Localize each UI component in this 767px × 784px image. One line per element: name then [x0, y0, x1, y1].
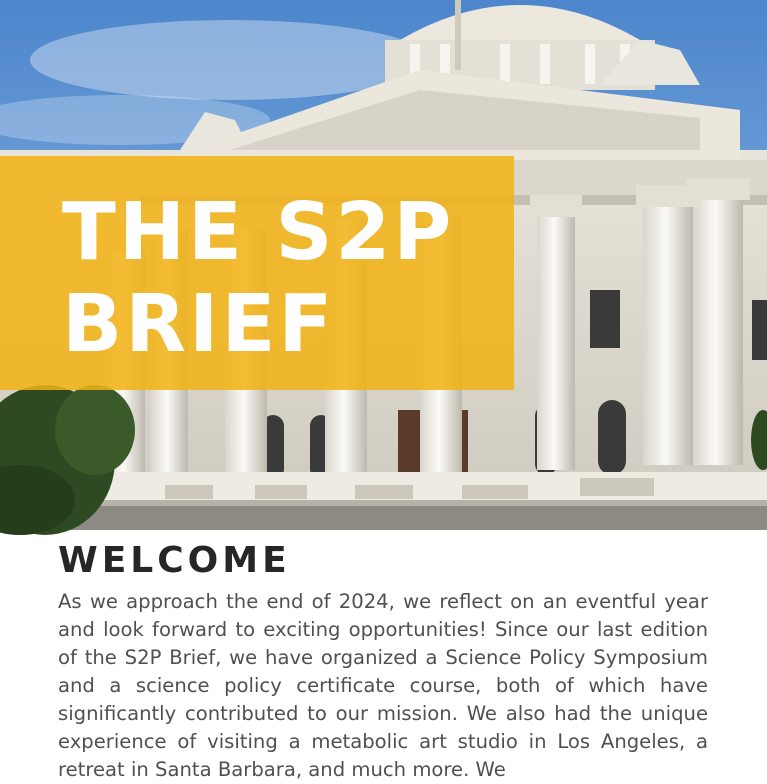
welcome-paragraph: As we approach the end of 2024, we reflect on an eventful year and look forward to exciting opportunities! Since our last edition of the S2P Brief, we have organized a Science Policy Symposium and a science policy certificate course, both of which have significantly contributed to our mission. We also had the unique experience of visiting a metabolic art studio in Los Angeles, a retreat in Santa Barbara, and much more. We: [58, 590, 708, 781]
title-line-2: BRIEF: [62, 278, 336, 370]
newsletter-title: [62, 186, 502, 370]
welcome-heading: WELCOME: [58, 540, 291, 581]
title-line-1: THE S2P: [62, 186, 455, 278]
